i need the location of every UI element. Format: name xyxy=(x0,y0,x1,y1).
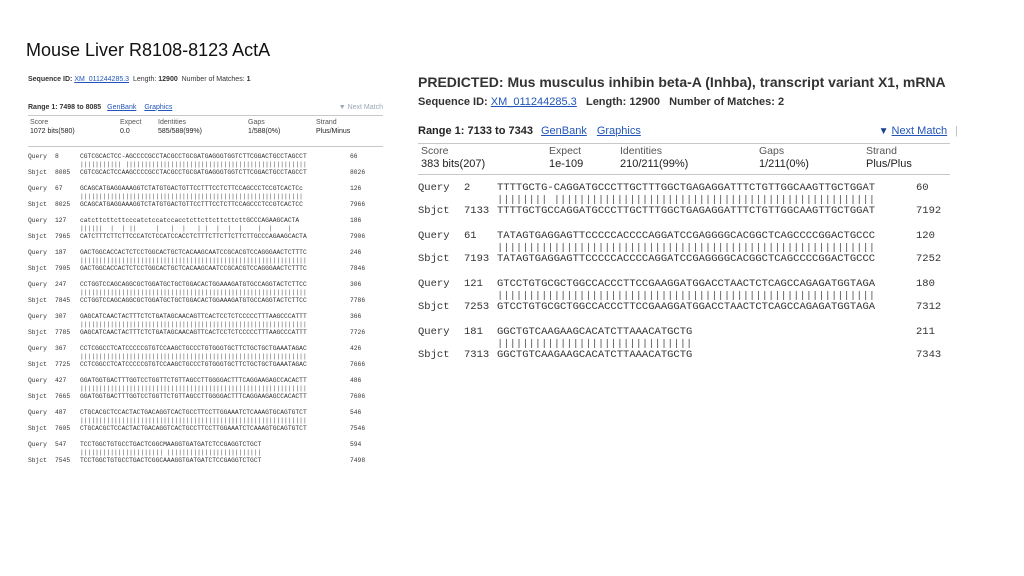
right-sbjct-lab: Sbjct xyxy=(418,253,450,265)
left-query-row xyxy=(28,153,383,161)
left-sbjct-row xyxy=(28,201,383,209)
left-query-row xyxy=(28,409,383,417)
left-query-seq: CTGCACGCTCCACTACTGACAGGTCACTGCCTTCCTTGGAAATCTCAAAGTGCAGTGTCT xyxy=(80,409,307,416)
left-query-num: 487 xyxy=(55,409,67,416)
left-query-num: 547 xyxy=(55,441,67,448)
left-query-lab: Query xyxy=(28,377,47,384)
right-sbjct-end: 7252 xyxy=(916,253,942,265)
left-sbjct-num: 8025 xyxy=(55,201,71,208)
left-query-row xyxy=(28,281,383,289)
left-sbjct-row xyxy=(28,265,383,273)
right-query-end: 211 xyxy=(916,326,935,338)
left-expect-value: 0.0 xyxy=(120,128,130,135)
right-sbjct-seq: TTTTGCTGCCAGGATGCCCTTGCTTTGGCTGAGAGGATTTCTGTTGGCAAGTTGCTGGAT xyxy=(497,205,876,217)
right-query-lab: Query xyxy=(418,230,450,242)
right-range-row xyxy=(418,125,958,137)
right-next-match-label[interactable]: Next Match xyxy=(891,125,948,137)
right-sbjct-num: 7193 xyxy=(464,253,490,265)
left-match-bars: |||||||||||||||||||||||||||||||||||||||||||||||||||||||||||| xyxy=(80,257,307,264)
right-matches-label: Number of Matches: xyxy=(669,96,775,108)
left-query-end: 306 xyxy=(350,281,362,288)
left-sbjct-lab: Sbjct xyxy=(28,265,47,272)
left-score-value: 1072 bits(580) xyxy=(30,128,75,135)
left-match-bars: |||||| | | || | | | | | | | | | | | xyxy=(80,225,300,232)
right-query-seq: GTCCTGTGCGCTGGCCACCCTTCCGAAGGATGGACCTAACTCTCAGCCAGAGATGGTAGA xyxy=(497,278,876,290)
right-match-bars: |||||||| ||||||||||||||||||||||||||||||||||||||||||||||||||| xyxy=(497,195,876,205)
left-sbjct-seq: CTGCACGCTCCACTACTGACAGGTCACTGCCTTCCTTGGAAATCTCAAAGTGCAGTGTCT xyxy=(80,425,307,432)
triangle-down-icon: ▼ xyxy=(878,125,889,137)
left-query-row xyxy=(28,441,383,449)
right-sbjct-end: 7343 xyxy=(916,349,942,361)
left-identities-value: 585/588(99%) xyxy=(158,128,202,135)
left-sbjct-row xyxy=(28,425,383,433)
left-sbjct-lab: Sbjct xyxy=(28,425,47,432)
right-strand-header: Strand xyxy=(866,145,897,157)
right-sbjct-num: 7313 xyxy=(464,349,490,361)
left-sbjct-row xyxy=(28,297,383,305)
left-sbjct-seq: GGATGGTGACTTTGGTCCTGGTTCTGTTAGCCTTGGGGACTTTCAGGAAGAGCCACACTT xyxy=(80,393,307,400)
left-alignment-block xyxy=(28,377,383,409)
right-sbjct-row xyxy=(418,301,958,314)
left-gaps-header: Gaps xyxy=(248,119,265,126)
right-next-match-link[interactable]: ▼ Next Match | xyxy=(878,125,958,137)
right-match-bars: |||||||||||||||||||||||||||||||||||||||||||||||||||||||||||| xyxy=(497,243,876,253)
left-query-lab: Query xyxy=(28,313,47,320)
right-blast-panel xyxy=(418,74,958,374)
right-query-row xyxy=(418,278,958,291)
left-query-lab: Query xyxy=(28,345,47,352)
right-query-end: 60 xyxy=(916,182,929,194)
left-sbjct-num: 7725 xyxy=(55,361,71,368)
right-alignment-block xyxy=(418,182,958,230)
right-query-lab: Query xyxy=(418,278,450,290)
left-sbjct-lab: Sbjct xyxy=(28,169,47,176)
left-sbjct-seq: GACTGGCACCACTCTCCTGGCACTGCTCACAAGCAATCCGCACGTCCAGGGAACTCTTTC xyxy=(80,265,307,272)
left-sbjct-lab: Sbjct xyxy=(28,329,47,336)
left-sbjct-row xyxy=(28,361,383,369)
left-sbjct-end: 7498 xyxy=(350,457,366,464)
left-query-num: 247 xyxy=(55,281,67,288)
right-score-header: Score xyxy=(421,145,449,157)
left-query-seq: CCTGGTCCAGCAGGCGCTGGATGCTGCTGGACACTGGAAAGATGTGCCAGGTACTCTTCC xyxy=(80,281,307,288)
right-expect-header: Expect xyxy=(549,145,582,157)
right-sbjct-seq: GTCCTGTGCGCTGGCCACCCTTCCGAAGGATGGACCTAACTCTCAGCCAGAGATGGTAGA xyxy=(497,301,876,313)
left-sbjct-end: 7846 xyxy=(350,265,366,272)
left-sbjct-num: 8085 xyxy=(55,169,71,176)
right-identities-value: 210/211(99%) xyxy=(620,158,689,170)
left-match-bars: |||||||||||||||||||||||||||||||||||||||||||||||||||||||||||| xyxy=(80,353,307,360)
left-sbjct-num: 7785 xyxy=(55,329,71,336)
left-sbjct-row xyxy=(28,233,383,241)
left-query-num: 307 xyxy=(55,313,67,320)
left-graphics-link[interactable]: Graphics xyxy=(144,103,173,111)
right-alignment xyxy=(418,182,958,374)
slide-title: Mouse Liver R8108-8123 ActA xyxy=(26,40,271,60)
left-match-bars: |||||||||||||||||||||||||||||||||||||||||||||||||||||||||||| xyxy=(80,385,307,392)
left-matches-label: Number of Matches: xyxy=(181,76,245,83)
left-sbjct-seq: GCAGCATGAGGAAAGGTCTATGTGACTGTTCCTTTCCTCTTCCAGCCCTCCGTCACTCC xyxy=(80,201,303,208)
left-query-seq: GAGCATCAACTACTTTCTCTGATAGCAACAGTTCACTCCTCTCCCCCTTTAAGCCCATTT xyxy=(80,313,307,320)
left-sbjct-row xyxy=(28,393,383,401)
left-sbjct-lab: Sbjct xyxy=(28,393,47,400)
right-strand-value: Plus/Plus xyxy=(866,158,912,170)
left-genbank-link[interactable]: GenBank xyxy=(107,103,137,111)
left-strand-value: Plus/Minus xyxy=(316,128,351,135)
left-query-end: 366 xyxy=(350,313,362,320)
left-match-bars: |||||||||||||||||||||| ||||||||||||||||||||||||| xyxy=(80,449,262,456)
left-query-num: 367 xyxy=(55,345,67,352)
right-sequence-info xyxy=(418,96,958,108)
right-query-num: 181 xyxy=(464,326,483,338)
right-query-end: 180 xyxy=(916,278,935,290)
right-genbank-link[interactable]: GenBank xyxy=(540,125,587,137)
left-sbjct-row xyxy=(28,457,383,465)
right-stats-table xyxy=(418,143,950,175)
left-query-row xyxy=(28,345,383,353)
left-alignment-block xyxy=(28,185,383,217)
right-sbjct-end: 7192 xyxy=(916,205,942,217)
left-match-bars: |||||||||||||||||||||||||||||||||||||||||||||||||||||||||||| xyxy=(80,417,307,424)
left-sbjct-seq: GAGCATCAACTACTTTCTCTGATAGCAACAGTTCACTCCTCTCCCCCTTTAAGCCCATTT xyxy=(80,329,307,336)
left-next-match-link[interactable]: ▼ Next Match xyxy=(338,103,383,111)
left-identities-header: Identities xyxy=(158,119,187,126)
left-query-row xyxy=(28,217,383,225)
right-graphics-link[interactable]: Graphics xyxy=(596,125,641,137)
left-query-end: 594 xyxy=(350,441,362,448)
left-query-row xyxy=(28,377,383,385)
right-sbjct-seq: GGCTGTCAAGAAGCACATCTTAAACATGCTG xyxy=(497,349,693,361)
left-query-end: 426 xyxy=(350,345,362,352)
left-query-num: 127 xyxy=(55,217,67,224)
right-identities-header: Identities xyxy=(620,145,663,157)
left-query-end: 246 xyxy=(350,249,362,256)
right-sbjct-seq: TATAGTGAGGAGTTCCCCCACCCCAGGATCCGAGGGGCACGGCTCAGCCCCGGACTGCCC xyxy=(497,253,876,265)
left-sbjct-num: 7545 xyxy=(55,457,71,464)
left-sbjct-row xyxy=(28,169,383,177)
left-sbjct-lab: Sbjct xyxy=(28,233,47,240)
left-sbjct-lab: Sbjct xyxy=(28,457,47,464)
right-sbjct-lab: Sbjct xyxy=(418,301,450,313)
left-sbjct-num: 7905 xyxy=(55,265,71,272)
left-sbjct-seq: CCTCGGCCTCATCCCCCGTGTCCAAGCTGCCCTGTGGGTGCTTCTGCTGCTGAAATAGAC xyxy=(80,361,307,368)
left-match-bars: |||||||||||||||||||||||||||||||||||||||||||||||||||||||||||| xyxy=(80,321,307,328)
left-sbjct-seq: CATCTTTCTTCTTCCCATCTCCATCCACCTCTTTCTTCTTCTTCTTGCCCAGAAGCACTA xyxy=(80,233,307,240)
left-sbjct-num: 7845 xyxy=(55,297,71,304)
right-sbjct-row xyxy=(418,253,958,266)
left-match-bars: ||||||||||||||||||||||||||||||||||||||||||||||||||||||||||| xyxy=(80,193,303,200)
left-query-lab: Query xyxy=(28,185,47,192)
left-query-lab: Query xyxy=(28,441,47,448)
right-length-value: 12900 xyxy=(629,96,660,108)
right-sbjct-lab: Sbjct xyxy=(418,205,450,217)
left-expect-header: Expect xyxy=(120,119,142,126)
left-length-label: Length: xyxy=(132,76,157,83)
left-query-end: 486 xyxy=(350,377,362,384)
right-query-row xyxy=(418,230,958,243)
right-query-row xyxy=(418,326,958,339)
right-matches-value: 2 xyxy=(777,96,785,108)
left-sbjct-lab: Sbjct xyxy=(28,297,47,304)
left-alignment-block xyxy=(28,281,383,313)
left-gaps-value: 1/588(0%) xyxy=(248,128,281,135)
left-alignment-block xyxy=(28,217,383,249)
left-query-seq: CCTCGGCCTCATCCCCCGTGTCCAAGCTGCCCTGTGGGTGCTTCTGCTGCTGAAATAGAC xyxy=(80,345,307,352)
left-query-lab: Query xyxy=(28,153,47,160)
left-query-seq: GCAGCATGAGGAAAGGTCTATGTGACTGTTCCTTTCCTCTTCCAGCCCTCCGTCACTCc xyxy=(80,185,303,192)
left-sbjct-end: 7606 xyxy=(350,393,366,400)
left-length-value: 12900 xyxy=(158,76,178,83)
left-alignment-block xyxy=(28,441,383,473)
right-sbjct-num: 7253 xyxy=(464,301,490,313)
left-sbjct-seq: TCCTGGCTGTGCCTGACTCGGCAAAGGTGATGATCTCCGAGGTCTGCT xyxy=(80,457,262,464)
left-sbjct-seq: CGTCGCACTCCAAGCCCCGCCTACGCCTGCGATGAGGGTGGTCTTCGGACTGCCTAGCCT xyxy=(80,169,307,176)
left-query-row xyxy=(28,313,383,321)
left-query-lab: Query xyxy=(28,409,47,416)
left-sbjct-row xyxy=(28,329,383,337)
left-match-bars: |||||||||||||||||||||||||||||||||||||||||||||||||||||||||||| xyxy=(80,289,307,296)
left-sbjct-end: 7786 xyxy=(350,297,366,304)
left-seqid-link[interactable]: XM_011244285.3 xyxy=(74,76,130,83)
right-query-num: 2 xyxy=(464,182,471,194)
left-sbjct-end: 7666 xyxy=(350,361,366,368)
right-gaps-header: Gaps xyxy=(759,145,785,157)
left-sbjct-end: 7966 xyxy=(350,201,366,208)
right-query-seq: TATAGTGAGGAGTTCCCCCACCCCAGGATCCGAGGGGCACGGCTCAGCCCCGGACTGCCC xyxy=(497,230,876,242)
right-alignment-block xyxy=(418,326,958,374)
left-query-seq: catcttcttcttcccatctccatccacctcttcttcttcttcttGCCCAGAAGCACTA xyxy=(80,217,300,224)
left-query-seq: GACTGGCACCACTCTCCTGGCACTGCTCACAAGCAATCCGCACGTCCAGGGAACTCTTTC xyxy=(80,249,307,256)
right-alignment-block xyxy=(418,278,958,326)
left-query-lab: Query xyxy=(28,281,47,288)
left-query-seq: GGATGGTGACTTTGGTCCTGGTTCTGTTAGCCTTGGGGACTTTCAGGAAGAGCCACACTT xyxy=(80,377,307,384)
left-query-row xyxy=(28,249,383,257)
left-alignment-block xyxy=(28,313,383,345)
right-expect-value: 1e-109 xyxy=(549,158,584,170)
right-query-num: 61 xyxy=(464,230,477,242)
left-match-bars: ||||||||||| |||||||||||||||||||||||||||||||||||||||||||||||| xyxy=(80,161,307,168)
right-query-lab: Query xyxy=(418,182,450,194)
left-sbjct-seq: CCTGGTCCAGCAGGCGCTGGATGCTGCTGGACACTGGAAAGATGTGCCAGGTACTCTTCC xyxy=(80,297,307,304)
left-query-num: 67 xyxy=(55,185,63,192)
left-query-lab: Query xyxy=(28,217,47,224)
left-sbjct-num: 7665 xyxy=(55,393,71,400)
left-query-num: 427 xyxy=(55,377,67,384)
right-query-end: 120 xyxy=(916,230,935,242)
right-alignment-block xyxy=(418,230,958,278)
left-query-lab: Query xyxy=(28,249,47,256)
left-query-num: 187 xyxy=(55,249,67,256)
left-query-end: 546 xyxy=(350,409,362,416)
right-query-seq: TTTTGCTG-CAGGATGCCCTTGCTTTGGCTGAGAGGATTTCTGTTGGCAAGTTGCTGGAT xyxy=(497,182,876,194)
left-query-end: 66 xyxy=(350,153,358,160)
right-seqid-label: Sequence ID: xyxy=(418,96,488,108)
left-next-match-label: Next Match xyxy=(347,103,383,111)
left-sbjct-num: 7605 xyxy=(55,425,71,432)
left-sbjct-end: 8026 xyxy=(350,169,366,176)
left-range-row xyxy=(28,101,383,113)
right-length-label: Length: xyxy=(585,96,627,108)
right-match-bars: |||||||||||||||||||||||||||||||||||||||||||||||||||||||||||| xyxy=(497,291,876,301)
right-score-value: 383 bits(207) xyxy=(421,158,486,170)
right-query-seq: GGCTGTCAAGAAGCACATCTTAAACATGCTG xyxy=(497,326,693,338)
left-sbjct-end: 7906 xyxy=(350,233,366,240)
left-range-label: Range 1: 7498 to 8085 xyxy=(28,103,102,111)
right-sbjct-end: 7312 xyxy=(916,301,942,313)
left-sbjct-lab: Sbjct xyxy=(28,201,47,208)
left-query-num: 8 xyxy=(55,153,59,160)
left-query-seq: CGTCGCACTCC-AGCCCCGCCTACGCCTGCGATGAGGGTGGTCTTCGGACTGCCTAGCCT xyxy=(80,153,307,160)
left-sequence-info xyxy=(28,76,383,88)
left-alignment-block xyxy=(28,153,383,185)
right-seqid-link[interactable]: XM_011244285.3 xyxy=(490,96,577,108)
left-matches-value: 1 xyxy=(246,76,251,83)
left-stats-table xyxy=(28,115,383,147)
right-gaps-value: 1/211(0%) xyxy=(759,158,809,170)
left-query-seq: TCCTGGCTGTGCCTGACTCGGCMAAGGTGATGATCTCCGAGGTCTGCT xyxy=(80,441,262,448)
left-alignment-block xyxy=(28,409,383,441)
right-hit-title: PREDICTED: Mus musculus inhibin beta-A (Inhba), transcript variant X1, mRNA xyxy=(418,74,946,90)
right-sbjct-lab: Sbjct xyxy=(418,349,450,361)
left-sbjct-end: 7726 xyxy=(350,329,366,336)
left-query-row xyxy=(28,185,383,193)
left-query-end: 186 xyxy=(350,217,362,224)
left-query-end: 126 xyxy=(350,185,362,192)
left-strand-header: Strand xyxy=(316,119,337,126)
right-sbjct-num: 7133 xyxy=(464,205,490,217)
left-seqid-label: Sequence ID: xyxy=(28,76,73,83)
right-range-label: Range 1: 7133 to 7343 xyxy=(418,125,533,137)
right-sbjct-row xyxy=(418,205,958,218)
left-sbjct-num: 7965 xyxy=(55,233,71,240)
left-alignment-block xyxy=(28,345,383,377)
left-alignment xyxy=(28,153,383,473)
left-blast-panel xyxy=(28,76,383,473)
right-match-bars: ||||||||||||||||||||||||||||||| xyxy=(497,339,693,349)
left-alignment-block xyxy=(28,249,383,281)
left-score-header: Score xyxy=(30,119,49,126)
right-query-lab: Query xyxy=(418,326,450,338)
right-sbjct-row xyxy=(418,349,958,362)
right-query-row xyxy=(418,182,958,195)
right-query-num: 121 xyxy=(464,278,483,290)
left-sbjct-end: 7546 xyxy=(350,425,366,432)
left-sbjct-lab: Sbjct xyxy=(28,361,47,368)
